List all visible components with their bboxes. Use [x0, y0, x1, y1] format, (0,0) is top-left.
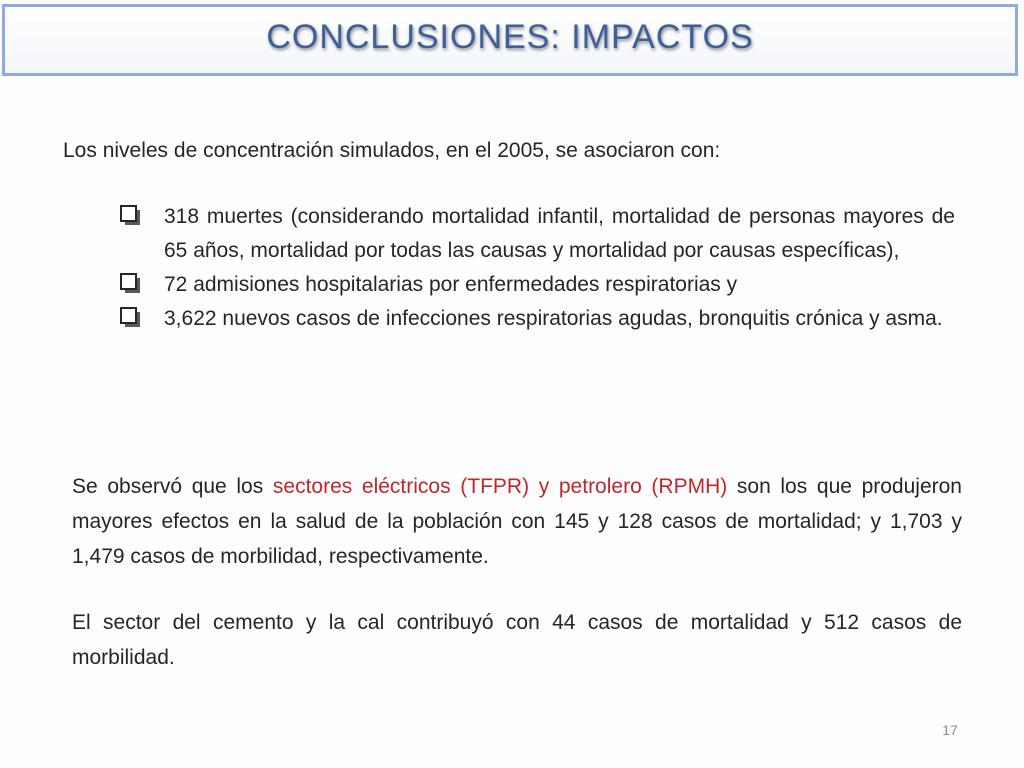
- paragraph-cement: El sector del cemento y la cal contribuyó con 44 casos de mortalidad y 512 casos de morbilidad.: [72, 611, 962, 669]
- bullet-item-infections: [120, 302, 955, 336]
- bullet-text: 72 admisiones hospitalarias por enfermedades respiratorias y: [164, 273, 738, 296]
- bullet-list: [120, 200, 955, 336]
- intro-text: Los niveles de concentración simulados, en el 2005, se asociaron con:: [63, 139, 721, 162]
- checkbox-square-icon: [120, 205, 141, 226]
- title-bar: [2, 4, 1018, 76]
- bullet-item-hospital: [120, 268, 955, 302]
- bullet-text: 318 muertes (considerando mortalidad infantil, mortalidad de personas mayores de 65 años, mortalidad por todas las causas y mortalidad por causas específicas),: [164, 205, 955, 262]
- bullet-text: 3,622 nuevos casos de infecciones respiratorias agudas, bronquitis crónica y asma.: [164, 307, 943, 330]
- paragraph-prefix: Se observó que los: [72, 475, 273, 498]
- paragraph-suffix: son los que produjeron mayores efectos en la salud de la población con 145 y 128 casos de mortalidad; y 1,703 y 1,479 casos de morbilidad, respectivamente.: [72, 475, 962, 568]
- slide-title: CONCLUSIONES: IMPACTOS: [266, 17, 754, 56]
- highlighted-sectors: sectores eléctricos (TFPR) y petrolero (RPMH): [272, 475, 728, 498]
- checkbox-square-icon: [120, 307, 141, 328]
- checkbox-square-icon: [120, 273, 141, 294]
- bullet-item-deaths: [120, 200, 955, 268]
- paragraph-sectors: [72, 469, 962, 574]
- page-number: 17: [942, 722, 958, 738]
